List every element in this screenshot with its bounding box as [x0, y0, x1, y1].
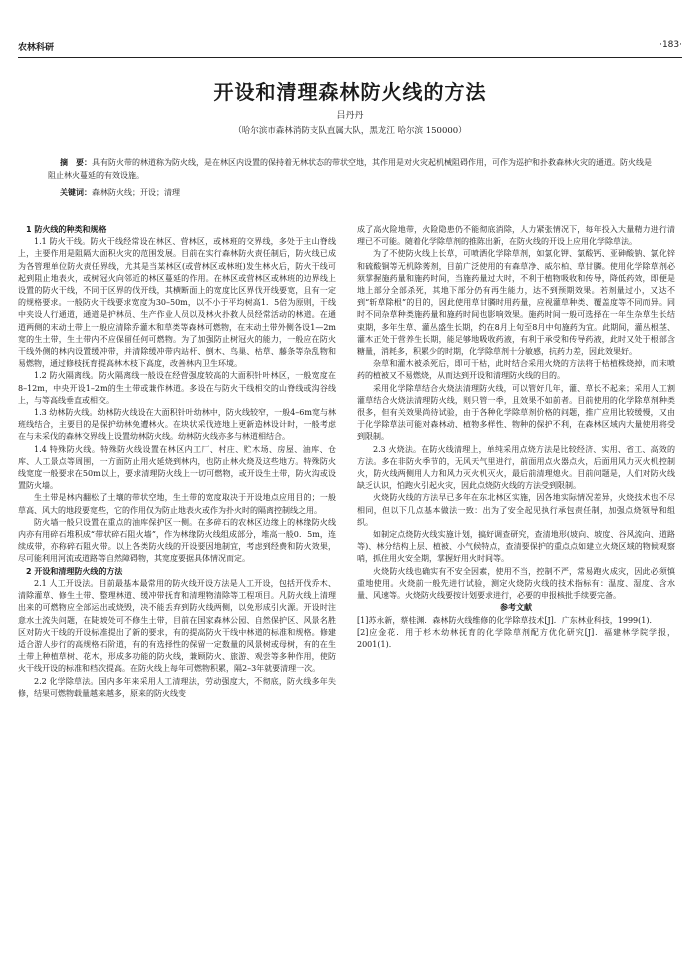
abstract [48, 156, 652, 182]
abstract-text: 具有防火带的林道称为防火线，是在林区内设置的保持着无林状态的带状空地，其作用是对火灾起机械阻碍作用，可作为巡护和扑救森林火灾的通道。防火线是阻止林火蔓延的有效设施。 [48, 158, 652, 180]
keywords-text: 森林防火线；开设；清理 [92, 188, 180, 197]
body-paragraph: 生土带是林内翻松了土壤的带状空地，生土带的宽度取决于开设地点应用目的；一般草高、风大的地段要宽些，它的作用仅为防止地表火或作为扑火时的隔离控制线之用。 [18, 493, 336, 515]
reference-item: [1]苏永新，蔡桂渊．森林防火线维修的化学除草技术[J]．广东林业科技，1999(1)． [357, 615, 658, 625]
author-name: 吕丹丹 [336, 111, 364, 121]
reference-item: [2]应金花．用于杉木幼林抚育的化学除草剂配方优化研究[J]．福建林学院学报，2001(1)． [357, 627, 675, 649]
section-heading: 1 防火线的种类和规格 [26, 225, 107, 234]
body-paragraph: 防火墙一般只设置在重点的油库保护区一侧。在多碎石的农林区边缘上的林缘防火线内亦有用碎石堆积成“带状碎石阻火墙”，作为林缘防火线组成部分，堆高一般0．5m，连续成带，亦称碎石阻火带。以上各类防火线的开设要因地制宜，考虑到经费和防火效果，尽可能利用河流或道路等自然障碍物，其宽度要据具体情况而定。 [18, 517, 336, 564]
section-heading: 2 开设和清理防火线的方法 [26, 566, 123, 576]
keywords [48, 186, 652, 199]
abstract-label: 摘 要： [60, 158, 92, 167]
body-paragraph: 1.2 防火隔离线。防火隔离线一般设在经营强度较高的大面积针叶林区，一般宽度在8–12m，中央开设1–2m的生土带或兼作林道。多设在与防火干线相交的山脊线或沟谷线上，与等高线垂直或相交。 [18, 371, 336, 405]
body-paragraph: 火烧防火线也确实有不安全因素，使用不当，控制不严，常易跑火成灾，因此必须慎重地使用。火烧前一般先进行试验，测定火烧防火线的技术指标有：温度、湿度、含水量、风速等。火烧防火线要按计划要求进行，必要的申报核批手续要完备。 [357, 566, 675, 601]
article-title: 开设和清理森林防火线的方法 [213, 80, 487, 104]
author-affiliation: （哈尔滨市森林消防支队直属大队，黑龙江 哈尔滨 150000） [233, 126, 467, 136]
keywords-label: 关键词： [60, 188, 92, 197]
body-paragraph: 采用化学除草结合火烧法清理防火线，可以管好几年，灌、草长不起来；采用人工割灌草结合火烧法清理防火线，则只管一季，且效果不如前者。目前使用的化学除草剂种类很多，但有关效果尚待试验，由于各种化学除草剂价格的问题，推广应用比较缓慢，又由于化学除草法可能对森林动、植物多样性、物种的保护不利，在森林区域内大量使用将受到限制。 [357, 383, 675, 442]
body-paragraph: 成了高火险地带，火险隐患仍不能彻底消除，人力紧张情况下，每年投入大量精力进行清理已不可能。随着化学除草剂的推陈出新，在防火线的开设上应用化学除草法。 [357, 225, 675, 247]
body-paragraph: 2.3 火烧法。在防火线清理上，单纯采用点烧方法是比较经济、实用、省工、高效的方法。多在非防火季节的，无风天气里进行，前面用点火器点火，后面用风力灭火机控制火，防火线两侧用人力和风力灭火机灭火，最后前清理熄火。目前问题是，人们对防火线缺乏认识，怕跑火引起火灾，因此点烧防火线的方法受到限制。 [357, 444, 675, 491]
body-paragraph: 2.2 化学除草法。国内多年来采用人工清理法，劳动强度大，不彻底，防火线多年失修，结果可燃物载量越来越多，原来的防火线变 [18, 676, 336, 698]
journal-name: 农林科研 [18, 43, 55, 53]
body-paragraph: 1.3 幼林防火线。幼林防火线设在大面积针叶幼林中，防火线较窄，一般4–6m宽与林班线结合，主要目的是保护幼林免遭林火。在块状采伐迹地上更新造林设计时，一般考虑在与未采伐的森林交界线上设置幼林防火线。幼林防火线亦多与林道相结合。 [18, 408, 336, 442]
left-column [18, 224, 336, 944]
running-header [18, 40, 682, 56]
header-rule [18, 57, 682, 58]
body-paragraph: 为了不使防火线上长草，可喷洒化学除草剂，如氯化钾、氯酸钙、亚砷酸钠、氯化锌和硫酸铜等无机除莠剂，目前广泛使用的有森草净、威尔柏、草甘膦。使用化学除草剂必须掌握施药量和施药时间，当施药量过大时，不利于植物吸收和传导，降低药效，即便是地上部分全部杀死，其地下部分仍有再生能力，达不到预期效果。若剂量过小，又达不到“斩草除根”的目的，因此使用草甘膦时用药量，应视灌草种类、覆盖度等不同而异。同时不同杂草种类施药量和施药时间也影响效果。施药时间一般可选择在一年生杂草生长结束期，多年生草、灌丛盛生长期，约在8月上旬至8月中旬施药为宜。此期间，灌丛根茎、灌木正处于营养生长期，能足够地吸收药液，有利于承受和传导药液，此时又处于根部含糖量，消耗多，积累少的时期，化学除草剂十分敏感，抗药力差，因此效果好。 [357, 249, 675, 357]
right-column [357, 224, 675, 944]
body-paragraph: 如制定点烧防火线实施计划，搞好调查研究，查清地形(坡向、坡度、谷风流向、道路等)、林分结构上层、植被、小气候特点，查清要保护的重点点如建立火烧区域的物候观察哨，抓住用火安全期，掌握好用火时间等。 [357, 530, 675, 564]
body-paragraph: 1.1 防火干线。防火干线经常设在林区、营林区，或林班的交界线，多处于主山脊线上，主要作用是阻隔大面积火灾的范围发展。目前在实行森林防火责任制后，防火线已成为各管理单位防火责任界线，尤其是当某林区(或营林区或林班)发生林火后，防火干线可起到阻止地表火，或树冠火向邻近的林区蔓延的作用。在林区或营林区或林班的边界线上设置的防火干线，不同于区界的伐开线，其横断面上的宽度比区界伐开线要宽，且有一定的规格要求。一般防火干线要求宽度为30–50m，以不小于平均树高1．5倍为原则，干线中夹设人行通道，通道是护林员、生产作业人员以及林火扑救人员经常活动的林道。在通道两侧的末动土带上一般应清除乔灌木和草类等森林可燃物，在末动土带外侧各设1—2m宽的生土带，生土带内不应保留任何可燃物。为了加强防止树冠火的能力，一般应在防火干线外侧的林内设置缓冲带，并清除缓冲带内站杆、倒木、鸟巢、枯草、藤条等杂乱物和易燃物，通过修枝抚育提高林木枝下高度，改善林内卫生环境。 [18, 237, 336, 369]
body-paragraph: 火烧防火线的方法早已多年在东北林区实施，因各地实际情况差异，火烧技术也不尽相同，但以下几点基本做法一致：出为了安全起见执行承包责任制，加强点烧领导和组织。 [357, 493, 675, 527]
references-heading: 参考文献 [500, 603, 532, 613]
body-paragraph: 1.4 特殊防火线。特殊防火线设置在林区内工厂、村庄、贮木场、房屋、油库、仓库、人工景点等周围，一方面防止用火延烧到林内，也防止林火烧及这些地方。特殊防火线宽度一般要求在50m以上，要求清理防火线上一切可燃物，或开设生土带，防火沟或设置防火墙。 [18, 444, 336, 491]
body-paragraph: 杂草和灌木被杀死后，即可干枯，此时结合采用火烧的方法将于枯植株烧掉，而末喷药的植被又不易燃烧，从而达到开设和清理防火线的目的。 [357, 359, 675, 381]
body-paragraph: 2.1 人工开设法。目前最基本最常用的防火线开设方法是人工开设，包括开伐乔木、清除灌草、修生土带、整理林道、缓冲带抚育和清理物清除等工程项目。凡防火线上清理出来的可燃物应全部运出或烧毁，决不能丢弃到防火线两侧，以免形成引火源。开设时注意水土流失问题，在陡坡处可不修生土带，目前在国家森林公园、自然保护区、风景名胜区对防火干线的开设标准提出了新的要求，有的提高防火干线中林道的标准和规格。修建适合游人步行的高规格石阶道，有的有选择性的保留一定数量的风景树或母树，有的在生土带上种植草树、花木，形成多功能的防火线，兼顾防火、旅游、观尝等多种作用，使防火干线开设的标准和档次提高。在防火线上每年可燃物积累，隔2–3年就要清理一次。 [18, 578, 336, 674]
page-number: ·183· [659, 40, 682, 50]
